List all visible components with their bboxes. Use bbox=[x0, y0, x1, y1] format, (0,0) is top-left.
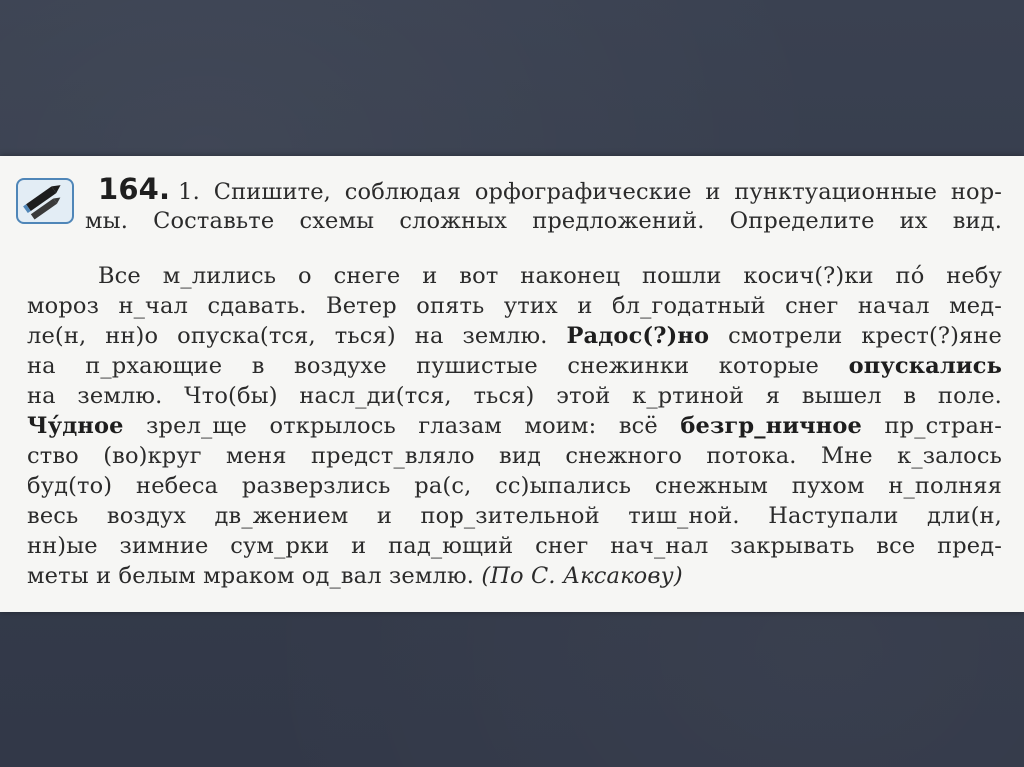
task-line-1 bbox=[98, 174, 1002, 207]
bold-word: безгр_ничное bbox=[680, 413, 863, 439]
text-line-4: на п_рхающие в воздухе пушистые снежинки которые опускались bbox=[27, 353, 1002, 379]
bold-word: опускались bbox=[848, 353, 1002, 379]
task-text: 1. Спишите, соблюдая орфографические и пунктуационные нор- bbox=[178, 179, 1002, 205]
text-line-7: ство (во)круг меня предст_вляло вид снежного потока. Мне к_залось bbox=[27, 443, 1002, 469]
bold-word: Чу́дное bbox=[27, 413, 124, 439]
bold-word: Радос(?)но bbox=[566, 323, 710, 349]
text-line-5: на землю. Что(бы) насл_ди(тся, ться) этой к_ртиной я вышел в поле. bbox=[27, 383, 1002, 409]
pencil-icon bbox=[16, 178, 74, 224]
text-line-6: Чу́дное зрел_ще открылось глазам моим: всё безгр_ничное пр_стран- bbox=[27, 413, 1002, 439]
text-line-1: Все м_лились о снеге и вот наконец пошли косич(?)ки по́ небу bbox=[98, 263, 1002, 289]
source-attribution: (По С. Аксакову) bbox=[481, 563, 683, 589]
text-line-9: весь воздух дв_жением и пор_зительной тиш_ной. Наступали дли(н, bbox=[27, 503, 1002, 529]
task-line-2: мы. Составьте схемы сложных предложений. Определите их вид. bbox=[85, 208, 1002, 234]
text-line-11: меты и белым мраком од_вал землю. (По С. Аксакову) bbox=[27, 563, 683, 589]
text-line-3: ле(н, нн)о опуска(тся, ться) на землю. Радос(?)но смотрели крест(?)яне bbox=[27, 323, 1002, 349]
exercise-number: 164. bbox=[98, 172, 171, 206]
text-line-10: нн)ые зимние сум_рки и пад_ющий снег нач_нал закрывать все пред- bbox=[27, 533, 1002, 559]
text-line-2: мороз н_чал сдавать. Ветер опять утих и бл_годатный снег начал мед- bbox=[27, 293, 1002, 319]
text-line-8: буд(то) небеса разверзлись ра(с, сс)ыпались снежным пухом н_полняя bbox=[27, 473, 1002, 499]
